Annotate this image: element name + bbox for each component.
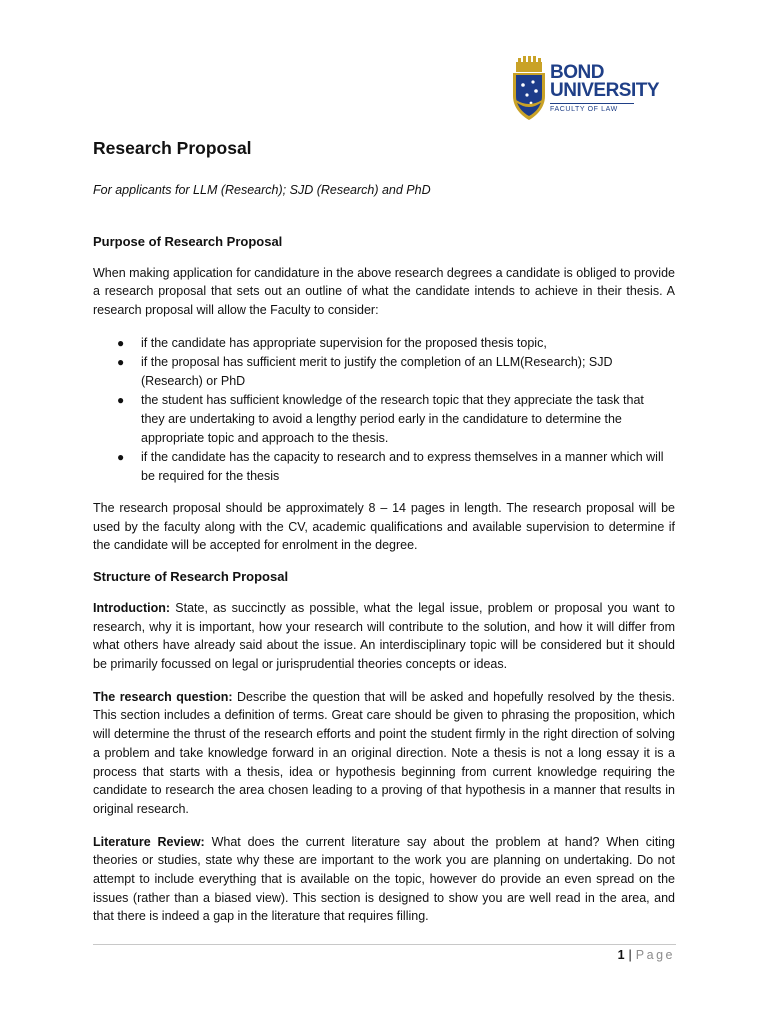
logo-line-university: UNIVERSITY — [550, 80, 660, 101]
bullet-icon: ● — [117, 335, 125, 350]
university-crest-icon — [512, 56, 546, 122]
section-text: Describe the question that will be asked and hopefully resolved by the thesis. This section includes a definition of terms. Great care should be given to phrasing the proposition, which will determine the thrust of the research efforts and point the student firmly in the right direction of solving a problem and take knowledge forward in an original direction. Note a thesis is not a long essay it is a process that starts with a thesis, idea or hypothesis beginning from current knowledge requiring the candidate to research the area chosen leading to a proving of that hypothesis in a manner that results in original research. — [93, 689, 675, 816]
purpose-intro: When making application for candidature in the above research degrees a candidate is obliged to provide a research proposal that sets out an outline of what the candidate intends to achieve in their thesis. A research proposal will allow the Faculty to consider: — [93, 265, 675, 318]
list-item — [93, 334, 675, 353]
section-introduction — [93, 599, 675, 674]
logo-wordmark — [550, 64, 674, 113]
logo-line-bond: BOND — [550, 62, 604, 83]
list-item — [93, 448, 675, 486]
section-research-question — [93, 688, 675, 819]
list-item — [93, 391, 675, 448]
bond-university-logo — [512, 52, 672, 124]
bullet-icon: ● — [117, 354, 125, 369]
section-text: What does the current literature say about the problem at hand? When citing theories or studies, state why these are important to the work you are planning on undertaking. Do not attempt to include everything that is available on the topic, however do provide an even spread on the issues (rather than a biased view). This section is designed to show you are well read in the area, and that there is indeed a gap in the literature that requires filling. — [93, 834, 675, 924]
section-label: The research question: — [93, 689, 233, 704]
list-item — [93, 353, 675, 391]
section-text: State, as succinctly as possible, what the legal issue, problem or proposal you want to research, why it is important, how your research will contribute to the solution, and how it will differ from what others have already said about the issue. An interdisciplinary topic will be considered but it should be primarily focussed on legal or jurisprudential theories concepts or ideas. — [93, 600, 675, 672]
page-subtitle: For applicants for LLM (Research); SJD (Research) and PhD — [93, 183, 431, 197]
section-literature-review — [93, 833, 675, 927]
footer-separator: | — [628, 948, 632, 962]
footer-divider — [93, 944, 676, 945]
list-item-text: if the candidate has the capacity to research and to express themselves in a manner which will be required for the thesis — [141, 449, 664, 483]
page-footer — [618, 948, 675, 962]
purpose-closing: The research proposal should be approximately 8 – 14 pages in length. The research proposal will be used by the faculty along with the CV, academic qualifications and available supervision to determine if the candidate will be accepted for enrolment in the degree. — [93, 500, 675, 553]
bullet-icon: ● — [117, 392, 125, 407]
page-number: 1 — [617, 948, 625, 962]
section-label: Introduction: — [93, 600, 171, 615]
logo-line-faculty: FACULTY OF LAW — [550, 103, 634, 113]
list-item-text: if the candidate has appropriate supervision for the proposed thesis topic, — [141, 335, 547, 350]
consideration-list — [93, 334, 675, 486]
list-item-text: the student has sufficient knowledge of the research topic that they appreciate the task that they are undertaking to avoid a lengthy period early in the candidature to determine the appropriate topic and approach to the thesis. — [141, 392, 644, 445]
list-item-text: if the proposal has sufficient merit to justify the completion of an LLM(Research); SJD (Research) or PhD — [141, 354, 613, 388]
section-label: Literature Review: — [93, 834, 205, 849]
purpose-heading: Purpose of Research Proposal — [93, 233, 283, 249]
page-title: Research Proposal — [93, 138, 252, 158]
document-body — [93, 132, 675, 940]
bullet-icon: ● — [117, 449, 125, 464]
structure-heading: Structure of Research Proposal — [93, 568, 289, 584]
page-label: Page — [635, 948, 675, 962]
